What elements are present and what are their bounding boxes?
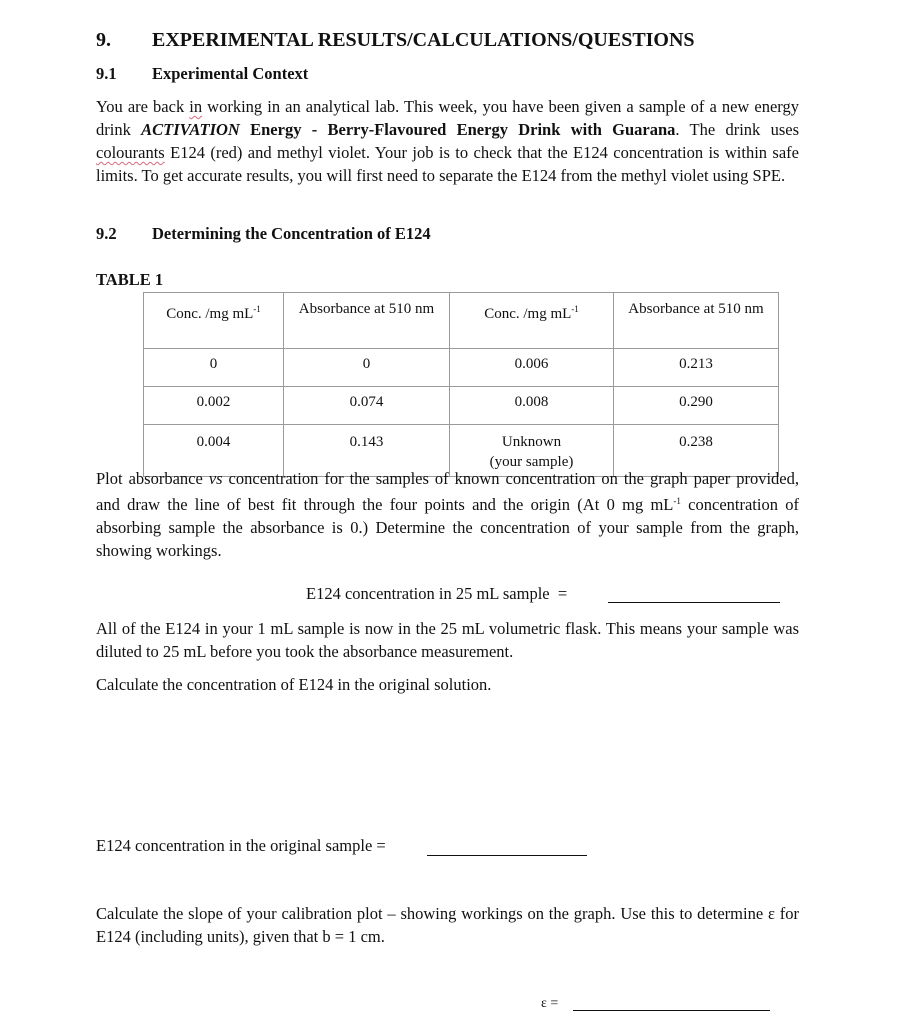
subsection-number-2: 9.2 <box>96 224 117 243</box>
table-cell: 0.004 <box>144 425 284 477</box>
product-name: ACTIVATION <box>141 120 240 139</box>
subsection-title-2: Determining the Concentration of E124 <box>152 224 431 243</box>
table-cell: 0.238 <box>614 425 779 477</box>
epsilon-label: ε = <box>541 996 559 1011</box>
table-row <box>144 387 779 425</box>
subsection-title-1: Experimental Context <box>152 64 309 83</box>
table-cell: 0.006 <box>450 349 614 387</box>
header-cell: Conc. /mg $mL^{-1}$ <box>144 293 284 349</box>
table-cell: Unknown (your sample) <box>450 425 614 477</box>
table-cell: 0 <box>144 349 284 387</box>
slope-paragraph: Calculate the slope of your calibration plot – showing workings on the graph. Use this to determine ε for E124 (including units), given that b = 1 cm. <box>96 904 799 946</box>
calculate-instruction: Calculate the concentration of E124 in the original solution. <box>96 675 492 694</box>
answer-blank-original[interactable] <box>427 836 587 856</box>
table-cell: 0 <box>284 349 450 387</box>
answer-blank-25ml[interactable] <box>608 584 780 603</box>
header-cell: Conc. /mg $mL^{-1}$ <box>450 293 614 349</box>
table-caption: TABLE 1 <box>96 270 164 289</box>
epsilon-answer-blank[interactable] <box>573 995 770 1011</box>
section-number: 9. <box>96 29 111 51</box>
spellcheck-word-in: in <box>189 97 203 116</box>
plot-instructions: Plot absorbance vs concentration for the samples of known concentration on the graph paper provided, and draw the line of best fit through the four points and the origin (At 0 mg $mL^{-1}$ concentration of absorbing sample the absorbance is 0.) Determine the concentration of your sample from the graph, showing workings. <box>96 469 799 560</box>
intro-paragraph: You are back in working in an analytical lab. This week, you have been given a sample of a new energy drink ACTIVATION Energy - Berry-Flavoured Energy Drink with Guarana. The drink uses colourants E124 (red) and methyl violet. Your job is to check that the E124 concentration is within safe limits. To get accurate results, you will first need to separate the E124 from the methyl violet using SPE. <box>96 97 799 185</box>
header-cell: Absorbance at 510 nm <box>614 293 779 349</box>
table-cell: 0.143 <box>284 425 450 477</box>
table-cell: 0.074 <box>284 387 450 425</box>
table-header-row <box>144 293 779 349</box>
calibration-table <box>143 292 779 477</box>
section-title: EXPERIMENTAL RESULTS/CALCULATIONS/QUESTIONS <box>152 29 695 51</box>
table-cell: 0.002 <box>144 387 284 425</box>
subsection-number-1: 9.1 <box>96 64 117 83</box>
table-cell: 0.290 <box>614 387 779 425</box>
table-cell: 0.008 <box>450 387 614 425</box>
dilution-paragraph: All of the E124 in your 1 mL sample is now in the 25 mL volumetric flask. This means your sample was diluted to 25 mL before you took the absorbance measurement. <box>96 619 799 661</box>
table-row <box>144 349 779 387</box>
header-cell: Absorbance at 510 nm <box>284 293 450 349</box>
answer-label-25ml: E124 concentration in 25 mL sample = <box>306 584 568 603</box>
answer-label-original: E124 concentration in the original sample = <box>96 836 386 855</box>
table-cell: 0.213 <box>614 349 779 387</box>
spellcheck-word-colourants: colourants <box>96 143 165 162</box>
